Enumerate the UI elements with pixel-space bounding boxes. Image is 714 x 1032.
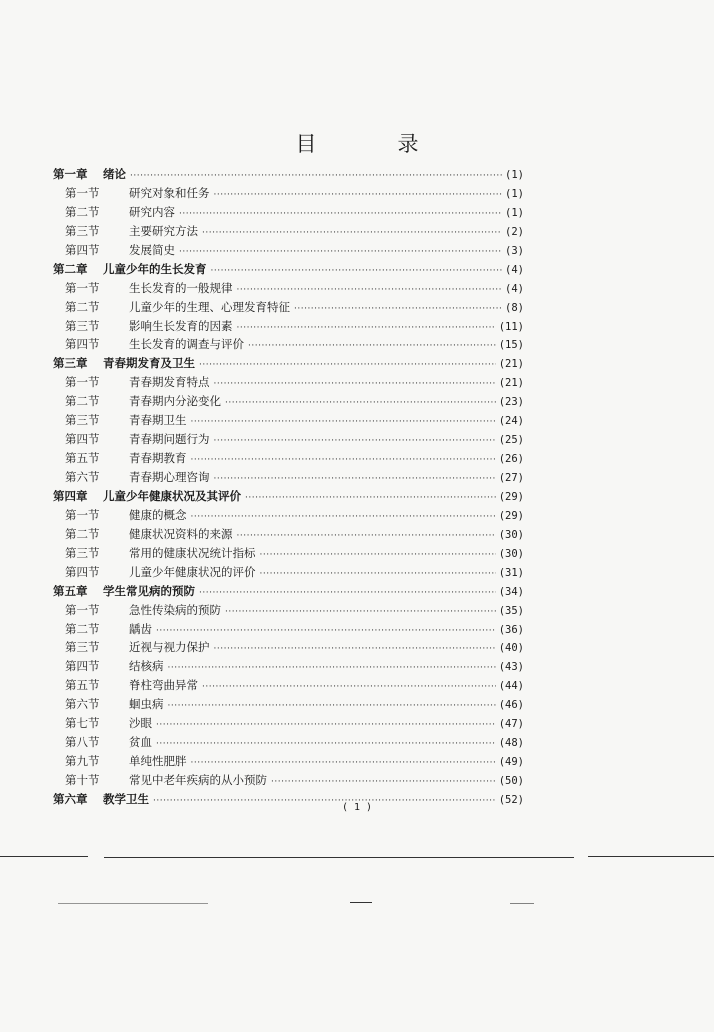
toc-entry-page: (11) (498, 320, 524, 333)
page-number: ( 1 ) (341, 802, 373, 813)
dot-leader (202, 224, 502, 243)
toc-section-entry (53, 392, 524, 411)
toc-section-entry (53, 222, 524, 241)
toc-entry-page: (27) (498, 472, 524, 484)
dot-leader (156, 716, 496, 735)
toc-section-entry (53, 317, 524, 336)
toc-entry-number: 第八节 (65, 735, 100, 750)
toc-entry-page: (35) (498, 604, 524, 617)
toc-entry-title: 青春期卫生 (129, 413, 187, 428)
toc-entry-page: (24) (498, 415, 524, 428)
toc-section-entry (53, 714, 524, 733)
dot-leader (214, 186, 503, 205)
toc-entry-page: (30) (498, 528, 524, 541)
toc-entry-number: 第四节 (65, 242, 100, 257)
toc-entry-title: 学生常见病的预防 (103, 583, 195, 598)
toc-entry-title: 常用的健康状况统计指标 (129, 545, 256, 560)
dot-leader (248, 337, 496, 356)
toc-entry-number: 第三节 (65, 318, 100, 333)
toc-section-entry (53, 563, 524, 582)
toc-entry-title: 青春期发育及卫生 (103, 356, 195, 371)
toc-entry-number: 第五节 (65, 451, 100, 466)
toc-entry-page: (43) (498, 661, 524, 674)
dot-leader (191, 413, 496, 432)
toc-section-entry (53, 203, 524, 222)
toc-entry-title: 急性传染病的预防 (129, 602, 221, 617)
dot-leader (199, 356, 496, 375)
dot-leader (179, 243, 502, 262)
table-of-contents (53, 165, 524, 809)
toc-entry-title: 健康状况资料的来源 (129, 526, 233, 541)
toc-entry-number: 第十节 (65, 773, 100, 787)
toc-entry-page: (4) (505, 263, 524, 276)
dot-leader (214, 375, 496, 394)
scan-artifact-line (104, 857, 574, 858)
toc-section-entry (53, 695, 524, 714)
toc-entry-number: 第二节 (65, 621, 100, 636)
toc-entry-page: (4) (505, 282, 524, 295)
toc-entry-title: 主要研究方法 (129, 223, 198, 238)
toc-entry-number: 第一节 (65, 375, 100, 390)
toc-entry-number: 第二节 (65, 204, 100, 219)
toc-entry-number: 第四章 (53, 488, 88, 503)
dot-leader (202, 678, 496, 697)
scan-artifact-line (588, 856, 714, 857)
scan-artifact-line (350, 902, 372, 903)
dot-leader (237, 527, 496, 546)
toc-entry-number: 第四节 (65, 564, 100, 579)
dot-leader (191, 451, 496, 470)
dot-leader (214, 470, 496, 489)
toc-entry-page: (21) (498, 358, 524, 371)
toc-entry-number: 第三节 (65, 640, 100, 655)
toc-section-entry (53, 449, 524, 468)
toc-section-entry (53, 752, 524, 771)
dot-leader (168, 697, 496, 716)
toc-entry-title: 结核病 (129, 659, 164, 674)
toc-section-entry (53, 184, 524, 203)
scan-artifact-line (0, 856, 88, 857)
toc-entry-title: 儿童少年的生理、心理发育特征 (129, 299, 290, 314)
toc-entry-page: (50) (498, 775, 524, 787)
toc-entry-number: 第一节 (65, 185, 100, 200)
dot-leader (237, 319, 496, 338)
scan-artifact-line (510, 903, 534, 904)
toc-entry-title: 常见中老年疾病的从小预防 (129, 773, 267, 787)
dot-leader (211, 262, 503, 281)
toc-entry-page: (52) (498, 793, 524, 806)
toc-entry-number: 第二节 (65, 526, 100, 541)
toc-chapter-entry (53, 582, 524, 601)
toc-chapter-entry (53, 354, 524, 373)
toc-entry-page: (1) (505, 169, 524, 181)
toc-entry-title: 青春期内分泌变化 (129, 394, 221, 409)
toc-entry-number: 第六节 (65, 470, 100, 484)
toc-section-entry (53, 468, 524, 487)
dot-leader (225, 394, 496, 413)
toc-entry-title: 儿童少年健康状况的评价 (129, 564, 256, 579)
toc-entry-page: (31) (498, 566, 524, 579)
toc-section-entry (53, 335, 524, 354)
toc-entry-title: 青春期教育 (129, 451, 187, 466)
toc-entry-number: 第五节 (65, 678, 100, 693)
toc-section-entry (53, 638, 524, 657)
toc-entry-title: 儿童少年的生长发育 (103, 261, 207, 276)
toc-section-entry (53, 506, 524, 525)
dot-leader (260, 565, 496, 584)
toc-entry-title: 近视与视力保护 (129, 640, 210, 655)
toc-section-entry (53, 544, 524, 563)
toc-entry-number: 第五章 (53, 583, 88, 598)
toc-entry-number: 第一章 (53, 167, 88, 181)
toc-entry-title: 单纯性肥胖 (129, 754, 187, 769)
toc-entry-number: 第一节 (65, 602, 100, 617)
toc-entry-title: 儿童少年健康状况及其评价 (103, 488, 241, 503)
toc-section-entry (53, 279, 524, 298)
dot-leader (225, 603, 496, 622)
toc-chapter-entry (53, 260, 524, 279)
toc-entry-page: (36) (498, 623, 524, 636)
dot-leader (168, 659, 496, 678)
toc-entry-number: 第四节 (65, 432, 100, 447)
toc-entry-title: 研究内容 (129, 204, 175, 219)
toc-entry-page: (15) (498, 339, 524, 352)
toc-entry-title: 蛔虫病 (129, 697, 164, 712)
toc-entry-title: 贫血 (129, 735, 152, 750)
toc-entry-number: 第四节 (65, 659, 100, 674)
toc-section-entry (53, 676, 524, 695)
toc-entry-page: (44) (498, 680, 524, 693)
toc-entry-number: 第三章 (53, 356, 88, 371)
toc-section-entry (53, 733, 524, 752)
toc-entry-page: (30) (498, 547, 524, 560)
toc-entry-page: (26) (498, 453, 524, 466)
toc-entry-page: (34) (498, 585, 524, 598)
toc-entry-title: 绪论 (103, 167, 126, 181)
toc-section-entry (53, 771, 524, 790)
toc-entry-page: (21) (498, 377, 524, 390)
toc-entry-title: 生长发育的一般规律 (129, 280, 233, 295)
toc-entry-number: 第三节 (65, 413, 100, 428)
toc-entry-number: 第六节 (65, 697, 100, 712)
toc-entry-number: 第六章 (53, 791, 88, 806)
toc-entry-page: (1) (505, 206, 524, 219)
toc-entry-page: (40) (498, 642, 524, 655)
dot-leader (214, 640, 496, 659)
toc-entry-number: 第四节 (65, 337, 100, 352)
toc-entry-number: 第二节 (65, 394, 100, 409)
toc-entry-number: 第二节 (65, 299, 100, 314)
dot-leader (271, 773, 496, 792)
toc-chapter-entry (53, 165, 524, 184)
toc-entry-title: 研究对象和任务 (129, 185, 210, 200)
toc-section-entry (53, 373, 524, 392)
dot-leader (214, 432, 496, 451)
toc-entry-page: (47) (498, 718, 524, 731)
toc-entry-number: 第三节 (65, 223, 100, 238)
toc-entry-page: (49) (498, 756, 524, 769)
toc-entry-number: 第七节 (65, 716, 100, 731)
toc-entry-title: 青春期心理咨询 (129, 470, 210, 484)
toc-entry-page: (48) (498, 737, 524, 750)
toc-entry-title: 教学卫生 (103, 791, 149, 806)
toc-section-entry (53, 620, 524, 639)
toc-entry-title: 脊柱弯曲异常 (129, 678, 198, 693)
toc-entry-title: 沙眼 (129, 716, 152, 731)
toc-entry-page: (8) (505, 301, 524, 314)
toc-entry-number: 第三节 (65, 545, 100, 560)
toc-entry-title: 影响生长发育的因素 (129, 318, 233, 333)
toc-section-entry (53, 657, 524, 676)
toc-section-entry (53, 298, 524, 317)
toc-entry-page: (29) (498, 490, 524, 503)
toc-entry-number: 第一节 (65, 280, 100, 295)
toc-entry-title: 青春期问题行为 (129, 432, 210, 447)
toc-entry-number: 第一节 (65, 507, 100, 522)
toc-entry-page: (3) (505, 244, 524, 257)
toc-entry-title: 发展简史 (129, 242, 175, 257)
toc-entry-page: (29) (498, 509, 524, 522)
toc-entry-page: (25) (498, 434, 524, 447)
toc-entry-title: 青春期发育特点 (129, 375, 210, 390)
toc-entry-title: 龋齿 (129, 621, 152, 636)
toc-chapter-entry (53, 487, 524, 506)
dot-leader (245, 489, 496, 508)
toc-section-entry (53, 525, 524, 544)
page-title: 目 录 (295, 132, 449, 156)
toc-entry-page: (1) (505, 187, 524, 200)
toc-entry-page: (2) (505, 225, 524, 238)
toc-entry-number: 第九节 (65, 754, 100, 769)
dot-leader (294, 300, 502, 319)
dot-leader (260, 546, 496, 565)
toc-section-entry (53, 430, 524, 449)
toc-entry-page: (23) (498, 396, 524, 409)
toc-entry-title: 健康的概念 (129, 507, 187, 522)
toc-entry-number: 第二章 (53, 261, 88, 276)
dot-leader (156, 735, 496, 754)
toc-section-entry (53, 241, 524, 260)
toc-entry-title: 生长发育的调查与评价 (129, 337, 244, 352)
toc-entry-page: (46) (498, 699, 524, 712)
dot-leader (179, 205, 502, 224)
toc-section-entry (53, 601, 524, 620)
scan-artifact-line (58, 903, 208, 904)
dot-leader (199, 584, 496, 603)
toc-section-entry (53, 411, 524, 430)
